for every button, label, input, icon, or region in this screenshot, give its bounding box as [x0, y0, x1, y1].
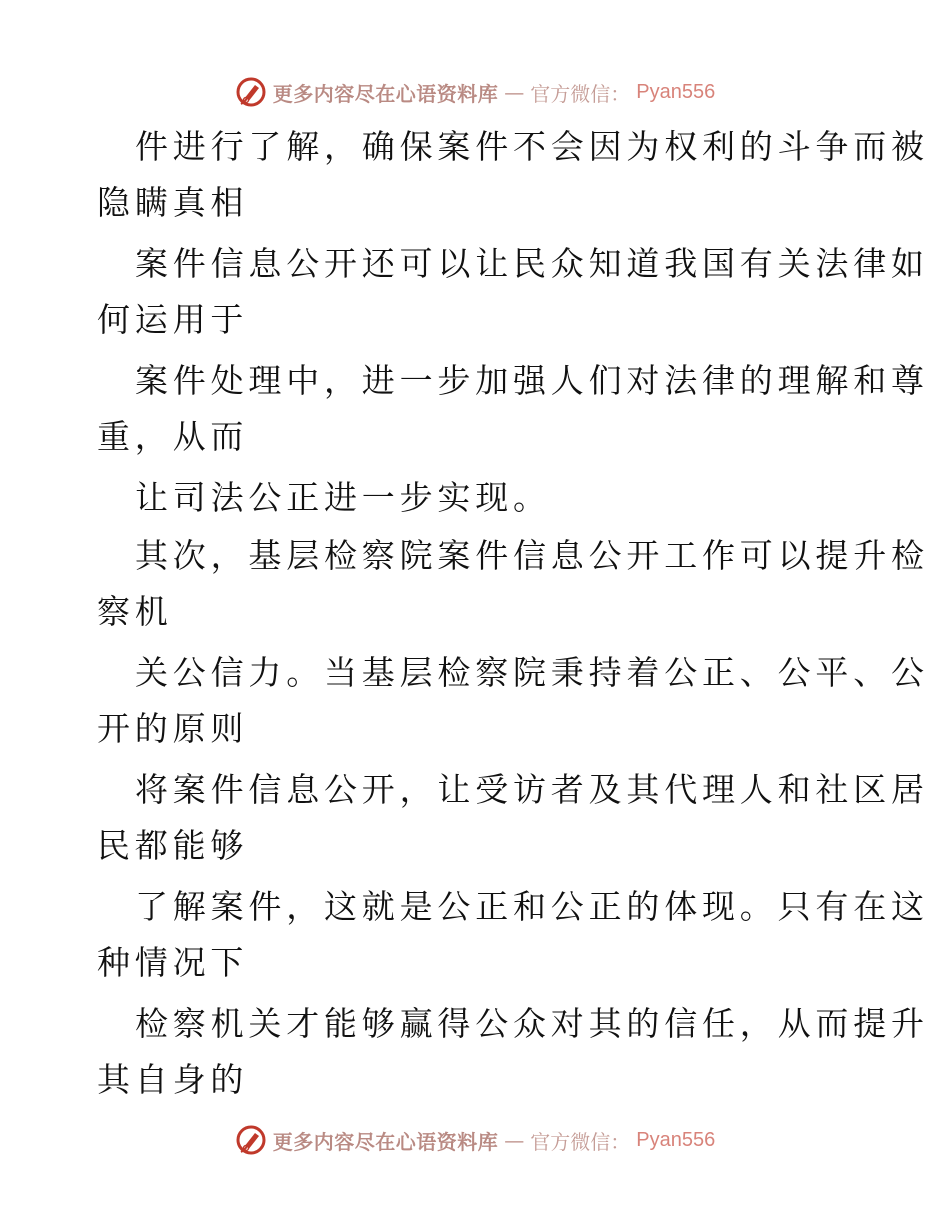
header-wechat-label: 官方微信：	[530, 81, 631, 106]
footer-banner-separator: —	[504, 1128, 525, 1152]
text-line: 开的原则	[97, 709, 249, 748]
text-line: 其次，基层检察院案件信息公开工作可以提升检	[135, 536, 929, 575]
text-line: 隐瞒真相	[97, 183, 249, 222]
footer-wechat-id: Pyan556	[636, 1128, 716, 1151]
pen-nib-logo-icon	[235, 1124, 267, 1156]
text-line: 种情况下	[97, 943, 249, 982]
text-line: 重，从而	[97, 417, 249, 456]
text-line: 让司法公正进一步实现。	[135, 478, 551, 517]
header-wechat-id: Pyan556	[636, 80, 716, 103]
header-banner-text: 更多内容尽在心语资料库	[272, 81, 499, 106]
footer-banner-text: 更多内容尽在心语资料库	[272, 1129, 499, 1154]
text-line: 将案件信息公开，让受访者及其代理人和社区居	[135, 770, 929, 809]
text-line: 何运用于	[97, 300, 249, 339]
footer-banner[interactable]	[0, 1120, 950, 1160]
text-line: 检察机关才能够赢得公众对其的信任，从而提升	[135, 1004, 929, 1043]
header-banner-separator: —	[504, 80, 525, 104]
text-line: 民都能够	[97, 826, 249, 865]
text-line: 件进行了解，确保案件不会因为权利的斗争而被	[135, 127, 929, 166]
footer-wechat-label: 官方微信：	[530, 1129, 631, 1154]
text-line: 其自身的	[97, 1060, 249, 1099]
text-line: 关公信力。当基层检察院秉持着公正、公平、公	[135, 653, 929, 692]
text-line: 察机	[97, 592, 173, 631]
text-line: 案件处理中，进一步加强人们对法律的理解和尊	[135, 361, 929, 400]
text-line: 案件信息公开还可以让民众知道我国有关法律如	[135, 244, 929, 283]
text-line: 了解案件，这就是公正和公正的体现。只有在这	[135, 887, 929, 926]
